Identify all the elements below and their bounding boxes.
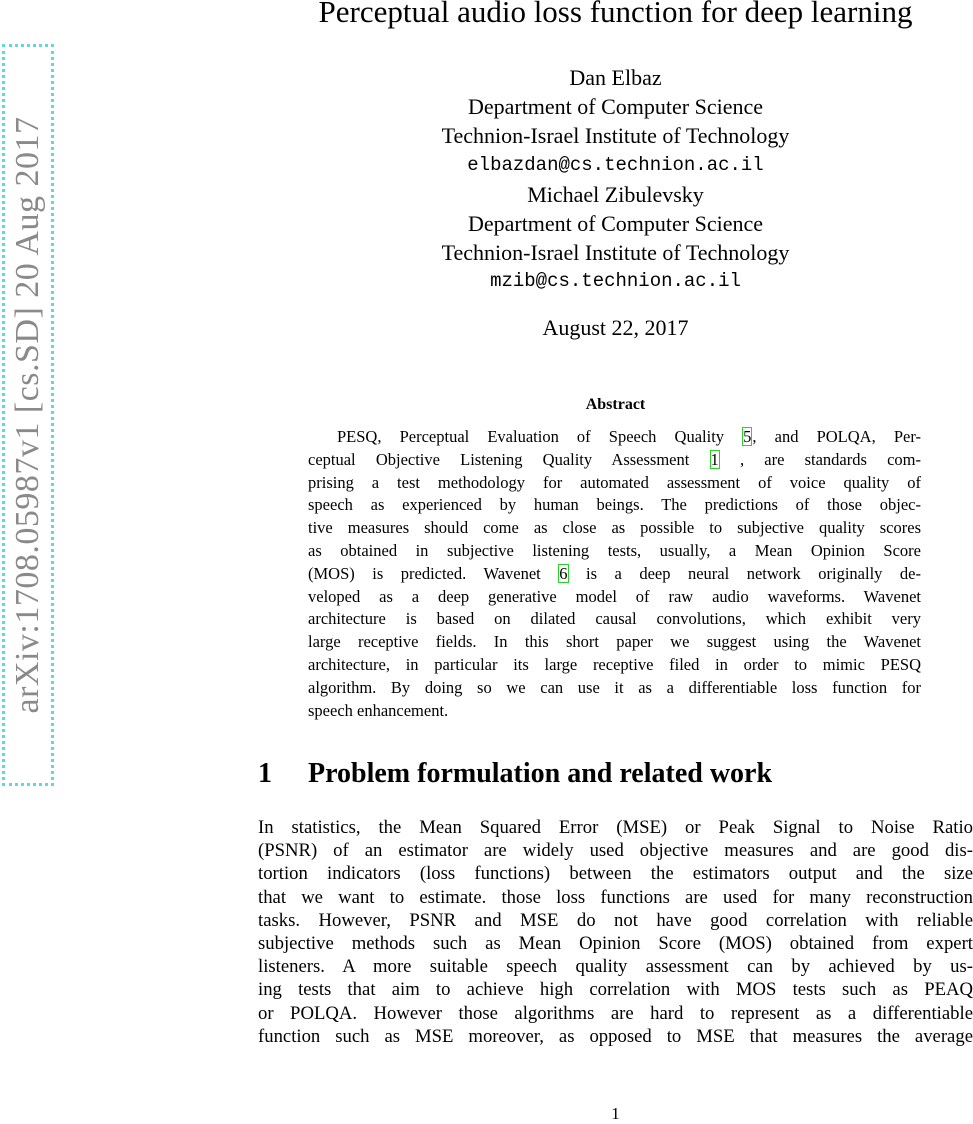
- paper-title: Perceptual audio loss function for deep learning: [318, 0, 913, 29]
- arxiv-stamp: [2, 44, 54, 786]
- abstract-line: [308, 449, 921, 472]
- section-number: 1: [258, 758, 272, 789]
- arxiv-identifier: arXiv:1708.05987v1 [cs.SD] 20 Aug 2017: [9, 116, 46, 714]
- author-email[interactable]: elbazdan@cs.technion.ac.il: [467, 153, 764, 176]
- body-line: subjective methods such as Mean Opinion Score (MOS) obtained from expert: [258, 932, 973, 954]
- citation-link[interactable]: 1: [710, 449, 719, 469]
- abstract-text: is a deep neural network originally de-: [568, 563, 921, 583]
- body-line: listeners. A more suitable speech quality assessment can by achieved by us-: [258, 956, 973, 978]
- abstract-text: PESQ, Perceptual Evaluation of Speech Quality: [337, 427, 743, 446]
- page-number: 1: [611, 1104, 620, 1123]
- abstract-text: (MOS) is predicted. Wavenet: [308, 563, 559, 583]
- author-name: Michael Zibulevsky: [527, 181, 704, 207]
- citation-link[interactable]: 6: [559, 563, 568, 583]
- body-line: In statistics, the Mean Squared Error (MSE) or Peak Signal to Noise Ratio: [258, 817, 973, 838]
- author-department: Department of Computer Science: [467, 211, 764, 237]
- abstract-text: , are standards com-: [719, 449, 921, 469]
- abstract-line: prising a test methodology for automated assessment of voice quality of: [308, 472, 921, 492]
- author-institution: Technion-Israel Institute of Technology: [441, 240, 790, 266]
- abstract-body: [308, 426, 921, 722]
- abstract-line: speech as experienced by human beings. The predictions of those objec-: [308, 495, 921, 515]
- body-line: ing tests that aim to achieve high correlation with MOS tests such as PEAQ: [258, 979, 973, 1001]
- body-line: (PSNR) of an estimator are widely used objective measures and are good dis-: [258, 840, 973, 862]
- author-email[interactable]: mzib@cs.technion.ac.il: [490, 270, 741, 293]
- section-title: Problem formulation and related work: [308, 758, 773, 789]
- abstract-heading: Abstract: [585, 396, 646, 413]
- abstract-line: [308, 426, 921, 449]
- author-institution: Technion-Israel Institute of Technology: [441, 123, 790, 149]
- paper-date: August 22, 2017: [542, 315, 689, 340]
- body-line: function such as MSE moreover, as opposed to MSE that measures the average: [258, 1025, 973, 1047]
- abstract-line: [308, 563, 921, 586]
- author-block: [258, 63, 973, 297]
- abstract-line: algorithm. By doing so we can use it as a differentiable loss function for: [308, 677, 921, 697]
- abstract-text: ceptual Objective Listening Quality Assessment: [308, 449, 710, 469]
- abstract-line: as obtained in subjective listening tests, usually, a Mean Opinion Score: [308, 540, 921, 560]
- section-heading: [258, 758, 772, 790]
- body-line: or POLQA. However those algorithms are hard to represent as a differentiable: [258, 1002, 973, 1024]
- abstract-line: large receptive fields. In this short paper we suggest using the Wavenet: [308, 632, 921, 652]
- abstract-text: , and POLQA, Per-: [752, 427, 921, 446]
- body-line: tasks. However, PSNR and MSE do not have good correlation with reliable: [258, 909, 973, 931]
- section-body: [258, 816, 973, 1048]
- author-name: Dan Elbaz: [569, 65, 662, 90]
- abstract-line: architecture, in particular its large receptive filed in order to mimic PESQ: [308, 654, 921, 674]
- body-line: that we want to estimate. those loss functions are used for many reconstruction: [258, 886, 973, 908]
- citation-link[interactable]: 5: [743, 427, 752, 446]
- body-line: tortion indicators (loss functions) between the estimators output and the size: [258, 863, 973, 885]
- abstract-line: architecture is based on dilated causal convolutions, which exhibit very: [308, 609, 921, 629]
- abstract-line: veloped as a deep generative model of raw audio waveforms. Wavenet: [308, 586, 921, 606]
- abstract-line: tive measures should come as close as possible to subjective quality scores: [308, 518, 921, 538]
- abstract-line: speech enhancement.: [308, 700, 449, 720]
- author-department: Department of Computer Science: [467, 94, 764, 120]
